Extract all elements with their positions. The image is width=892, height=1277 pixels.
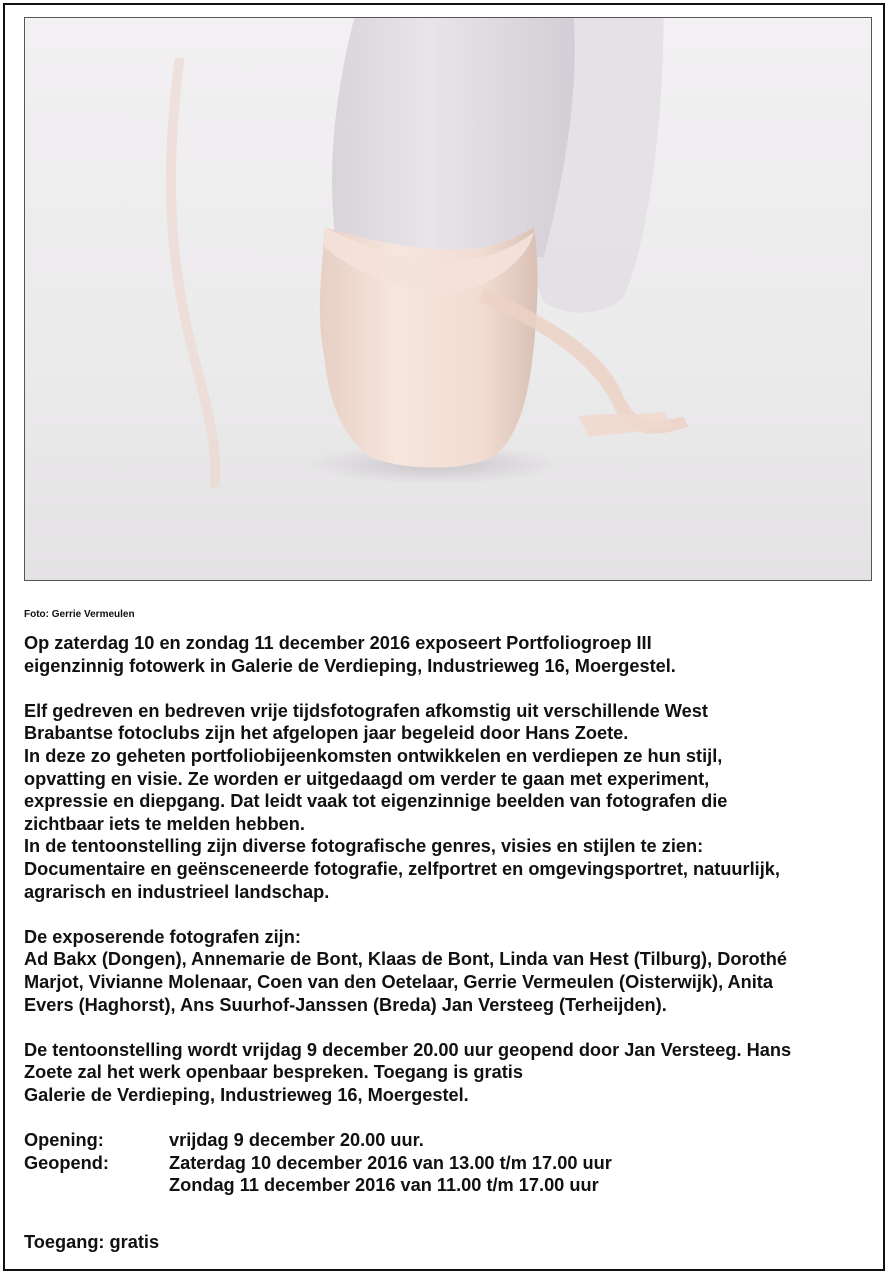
schedule-value: vrijdag 9 december 20.00 uur. <box>169 1130 424 1151</box>
body-line: In de tentoonstelling zijn diverse fotografische genres, visies en stijlen te zien: <box>24 836 704 857</box>
photo-credit: Foto: Gerrie Vermeulen <box>24 609 135 620</box>
body-line: Elf gedreven en bedreven vrije tijdsfotografen afkomstig uit verschillende West <box>24 700 708 721</box>
photographers-heading: De exposerende fotografen zijn: <box>24 926 301 947</box>
body-line: Documentaire en geënsceneerde fotografie, zelfportret en omgevingsportret, natuurlijk, <box>24 858 780 879</box>
schedule-label <box>24 1174 169 1197</box>
opening-line: Galerie de Verdieping, Industrieweg 16, Moergestel. <box>24 1084 469 1105</box>
intro-line: Op zaterdag 10 en zondag 11 december 2016 exposeert Portfoliogroep III <box>24 633 652 653</box>
body-line: In deze zo geheten portfoliobijeenkomsten ontwikkelen en verdiepen ze hun stijl, <box>24 745 723 766</box>
front-leg <box>332 18 575 267</box>
body-line: Brabantse fotoclubs zijn het afgelopen jaar begeleid door Hans Zoete. <box>24 723 629 744</box>
pointe-shoe-illustration <box>25 18 871 580</box>
photographers-line: Ad Bakx (Dongen), Annemarie de Bont, Klaas de Bont, Linda van Hest (Tilburg), Dorothé <box>24 949 787 970</box>
photographers-line: Evers (Haghorst), Ans Suurhof-Janssen (Breda) Jan Versteeg (Terheijden). <box>24 994 667 1015</box>
body-line: expressie en diepgang. Dat leidt vaak tot eigenzinnige beelden van fotografen die <box>24 791 728 812</box>
schedule-label: Opening: <box>24 1130 104 1151</box>
article-text <box>24 632 874 1197</box>
photographers-line: Marjot, Vivianne Molenaar, Coen van den Oetelaar, Gerrie Vermeulen (Oisterwijk), Anita <box>24 971 773 992</box>
body-line: agrarisch en industrieel landschap. <box>24 881 330 902</box>
body-line: opvatting en visie. Ze worden er uitgedaagd om verder te gaan met experiment, <box>24 768 710 789</box>
opening-line: De tentoonstelling wordt vrijdag 9 december 20.00 uur geopend door Jan Versteeg. Hans <box>24 1039 792 1060</box>
schedule-value: Zondag 11 december 2016 van 11.00 t/m 17.00 uur <box>169 1175 599 1196</box>
admission-note: Toegang: gratis <box>24 1232 160 1252</box>
schedule-row <box>24 1129 874 1152</box>
schedule-row <box>24 1152 874 1175</box>
schedule-label: Geopend: <box>24 1152 109 1173</box>
intro-line: eigenzinnig fotowerk in Galerie de Verdieping, Industrieweg 16, Moergestel. <box>24 655 676 676</box>
ballet-photo <box>24 17 872 581</box>
schedule-row <box>24 1174 874 1197</box>
body-line: zichtbaar iets te melden hebben. <box>24 813 305 834</box>
opening-line: Zoete zal het werk openbaar bespreken. Toegang is gratis <box>24 1062 523 1083</box>
schedule-value: Zaterdag 10 december 2016 van 13.00 t/m 17.00 uur <box>169 1152 612 1173</box>
